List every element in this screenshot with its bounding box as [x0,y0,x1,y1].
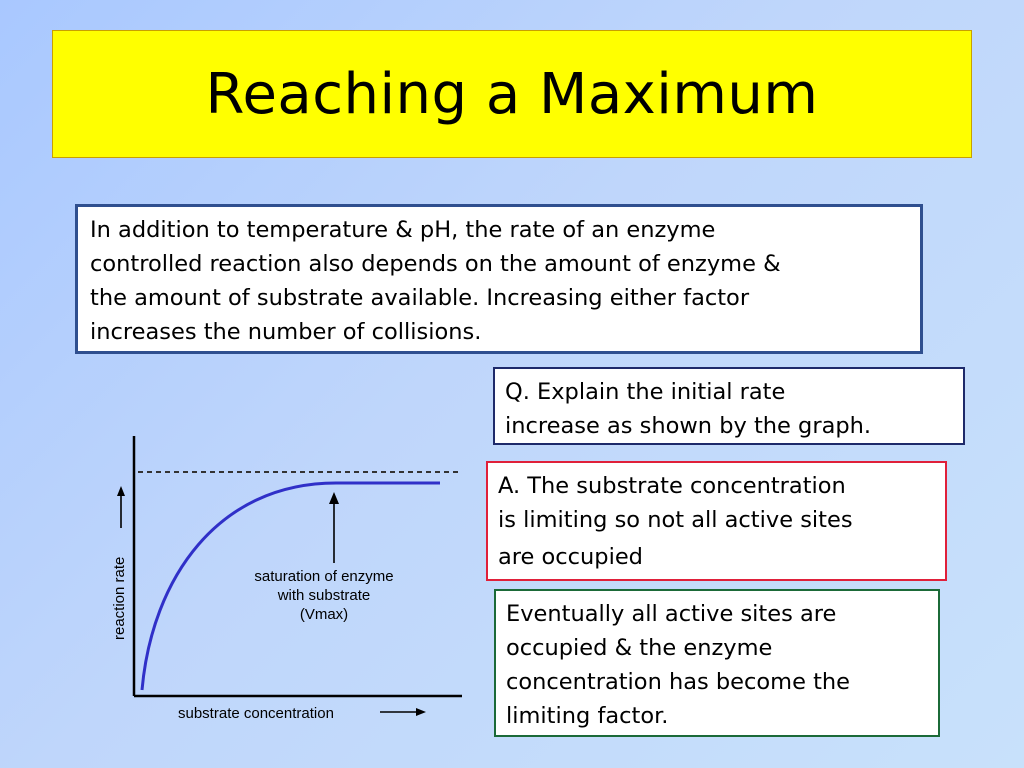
answer-box [486,461,947,581]
rate-graph [108,428,468,728]
y-axis-label: reaction rate [111,556,128,640]
answer-line: is limiting so not all active sites [498,507,853,533]
y-label-arrowhead-icon [117,486,125,496]
question-box [493,367,965,445]
rate-graph-svg [108,428,468,728]
answer-line: A. The substrate concentration [498,473,846,499]
annotation-line: with substrate [277,587,371,604]
intro-line: In addition to temperature & pH, the rate of an enzyme [90,217,716,243]
x-label-arrowhead-icon [416,708,426,716]
answer-line: are occupied [498,544,643,570]
annotation-arrowhead-icon [329,492,339,504]
eventually-line: occupied & the enzyme [506,635,773,661]
question-line: Q. Explain the initial rate [505,379,786,405]
annotation-line: saturation of enzyme [254,568,394,585]
intro-line: the amount of substrate available. Increasing either factor [90,285,750,311]
eventually-line: concentration has become the [506,669,851,695]
intro-textbox [75,204,923,354]
question-line: increase as shown by the graph. [505,413,872,439]
eventually-line: limiting factor. [506,703,669,729]
eventually-box [494,589,940,737]
annotation-line: (Vmax) [299,606,349,623]
intro-line: increases the number of collisions. [90,319,482,345]
x-axis-label: substrate concentration [178,705,334,722]
intro-line: controlled reaction also depends on the amount of enzyme & [90,251,781,277]
slide-title: Reaching a Maximum [205,61,819,127]
title-box [52,30,972,158]
eventually-line: Eventually all active sites are [506,601,837,627]
